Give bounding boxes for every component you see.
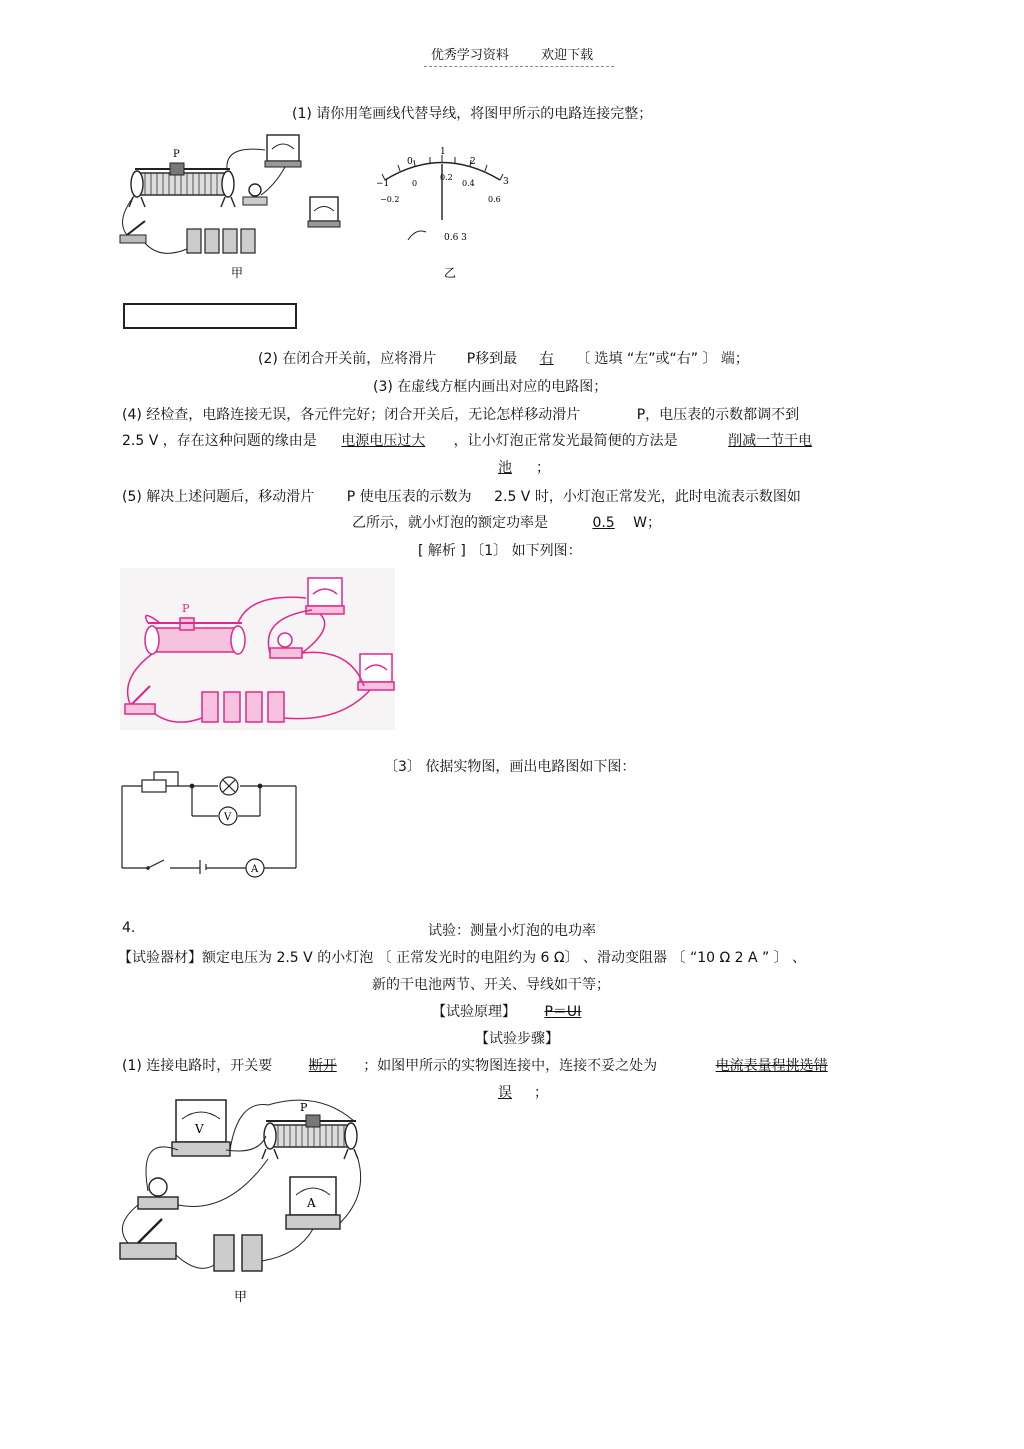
solution-apparatus-figure — [120, 568, 395, 730]
fig-ammeter-a: A — [307, 1196, 316, 1210]
q4-answer-2b: 池 — [498, 460, 512, 476]
q2-answer: 右 — [539, 351, 554, 367]
question-4-line-2 — [122, 430, 826, 450]
q2-prefix: (2) 在闭合开关前，应将滑片 — [258, 351, 437, 367]
step-1-line-1 — [122, 1055, 828, 1075]
step-1-answer-wrap — [295, 1058, 359, 1074]
question-1: (1) 请你用笔画线代替导线，将图甲所示的电路连接完整； — [292, 106, 653, 122]
step-1-end: ； — [534, 1085, 548, 1101]
solution-slider-label-p: P — [182, 602, 190, 615]
header-divider — [424, 66, 614, 67]
principle-label: 【试验原理】 — [432, 1004, 516, 1020]
principle-answer: P＝UI — [544, 1004, 582, 1020]
q5-line2-a: 乙所示，就小灯泡的额定功率是 — [352, 515, 548, 531]
fig-voltmeter-v: V — [195, 1122, 204, 1136]
meter-terminals: 0.6 3 — [444, 233, 467, 243]
q4-line1-a: (4) 经检查，电路连接无误，各元件完好；闭合开关后，无论怎样移动滑片 — [122, 407, 581, 423]
analysis-3-heading: 〔3〕 依据实物图，画出电路图如下图： — [384, 759, 636, 775]
question-4-line-1 — [122, 404, 799, 424]
section-4-steps-label: 【试验步骤】 — [475, 1031, 559, 1047]
step-1-answer: 断开 — [308, 1058, 337, 1074]
circuit-diagram-box — [123, 303, 297, 329]
circuit-ammeter-a: A — [251, 864, 259, 875]
principle-answer-wrap — [520, 1004, 591, 1020]
scale-top-2: 2 — [470, 157, 476, 167]
scale-bottom-1: 0.2 — [440, 173, 453, 182]
scale-bottom-0: 0 — [412, 179, 418, 188]
q4-line2-a: 2.5 V ，存在这种问题的缘由是 — [122, 433, 317, 449]
page-header — [0, 44, 1024, 63]
q5-line1-b: P 使电压表的示数为 — [346, 489, 472, 505]
section-4-equipment-line-1: 【试验器材】额定电压为 2.5 V 的小灯泡 〔 正常发光时的电阻约为 6 Ω〕 、滑动变阻器 〔 “10 Ω 2 A ” 〕 、 — [118, 950, 807, 966]
scale-top-0: 0 — [407, 157, 413, 167]
step-1-answer-2-wrap — [702, 1058, 828, 1074]
fig-slider-label-p: P — [300, 1101, 308, 1114]
figure-label-yi: 乙 — [444, 266, 457, 280]
question-4-line-3 — [498, 457, 550, 477]
scale-top-3: 3 — [503, 177, 509, 187]
scale-bottom-3: 0.6 — [488, 195, 501, 204]
figure-label-jia: 甲 — [231, 266, 244, 280]
analysis-heading: [ 解析 ] 〔1〕 如下列图： — [418, 543, 582, 559]
q5-line1-a: (5) 解决上述问题后，移动滑片 — [122, 489, 315, 505]
question-5-line-2 — [352, 512, 661, 532]
question-3: (3) 在虚线方框内画出对应的电路图； — [373, 379, 608, 395]
q4-answer-1: 电源电压过大 — [341, 433, 426, 449]
slider-label-p: P — [173, 149, 180, 160]
step-1-answer-2b: 误 — [498, 1085, 512, 1101]
q5-unit: W； — [633, 515, 662, 531]
section-4-principle — [432, 1001, 591, 1021]
q4-answer-2a: 削减一节干电 — [728, 433, 813, 449]
section-4-number: 4. — [122, 920, 136, 936]
fig-label-jia: 甲 — [234, 1290, 248, 1305]
q4-line2-b: ，让小灯泡正常发光最简便的方法是 — [453, 433, 678, 449]
header-left: 优秀学习资料 — [430, 48, 509, 63]
step-1-a: (1) 连接电路时，开关要 — [122, 1058, 273, 1074]
step-1-b: ；如图甲所示的实物图连接中，连接不妥之处为 — [363, 1058, 658, 1074]
experiment-apparatus-figure — [118, 1095, 378, 1307]
scale-neg-bottom: −0.2 — [380, 195, 400, 204]
apparatus-figure-jia — [115, 125, 355, 285]
ammeter-scale-figure-yi — [370, 147, 520, 280]
step-1-line-2 — [498, 1082, 548, 1102]
circuit-voltmeter-v: V — [224, 812, 232, 823]
header-right: 欢迎下载 — [541, 48, 594, 63]
q4-line1-b: P，电压表的示数都调不到 — [636, 407, 800, 423]
question-5-line-1 — [122, 486, 801, 506]
scale-neg-top: −1 — [376, 179, 390, 189]
section-4-title: 试验：测量小灯泡的电功率 — [428, 923, 596, 939]
q2-p: P移到最 — [466, 351, 518, 367]
q5-line1-c: 2.5 V 时，小灯泡正常发光，此时电流表示数图如 — [494, 489, 801, 505]
q4-end: ； — [536, 460, 550, 476]
section-4-equipment-line-2: 新的干电池两节、开关、导线如干等； — [372, 977, 610, 993]
q2-suffix: 〔 选填 “左”或“右” 〕 端； — [576, 351, 749, 367]
q5-answer: 0.5 — [592, 515, 615, 531]
scale-top-1: 1 — [440, 147, 446, 157]
question-2 — [258, 348, 749, 368]
scale-bottom-2: 0.4 — [462, 179, 475, 188]
circuit-diagram — [120, 770, 300, 875]
step-1-answer-2a: 电流表量程挑选错 — [715, 1058, 828, 1074]
